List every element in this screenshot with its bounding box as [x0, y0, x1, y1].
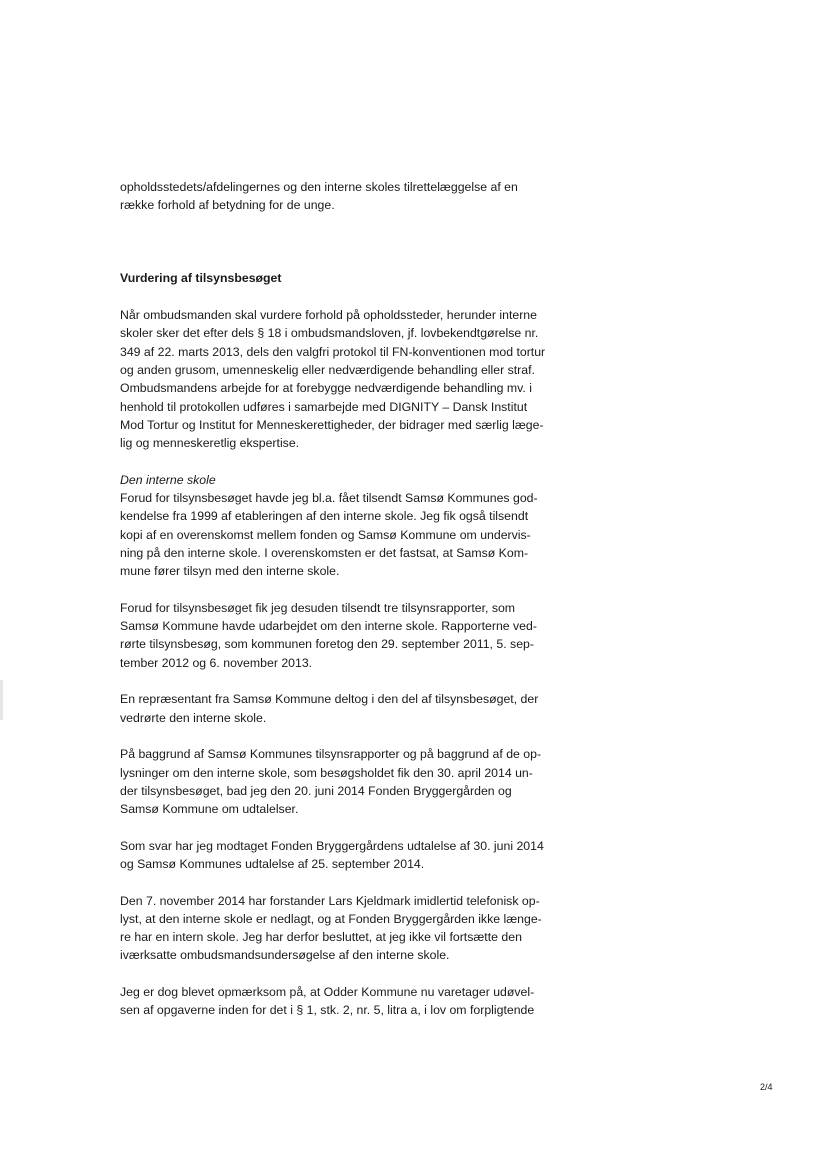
intro-paragraph: opholdsstedets/afdelingernes og den interne skoles tilrettelæggelse af en række forhold af betydning for de unge.	[120, 180, 518, 213]
statements-paragraph: På baggrund af Samsø Kommunes tilsynsrapporter og på baggrund af de op- lysninger om den interne skole, som besøgsholdet fik den 30. april 2014 un- der tilsynsbesøget, bad jeg den 20. juni 2014 Fonden Bryggergården og Samsø Kommune om udtalelser.	[120, 747, 542, 817]
legal-basis-paragraph: Når ombudsmanden skal vurdere forhold på opholdssteder, herunder interne skoler sker det efter dels § 18 i ombudsmandsloven, jf. lovbekendtgørelse nr. 349 af 22. marts 2013, dels den valgfri protokol til FN-konventionen mod tortur og anden grusom, umenneskelig eller nedværdigende behandling eller straf. Ombudsmandens arbejde for at forebygge nedværdigende behandling mv. i henhold til protokollen udføres i samarbejde med DIGNITY – Dansk Institut Mod Tortur og Institut for Menneskerettigheder, der bidrager med særlig læge- lig og menneskeretlig ekspertise.	[120, 308, 546, 451]
section-heading: Vurdering af tilsynsbesøget	[120, 271, 282, 286]
reply-paragraph: Som svar har jeg modtaget Fonden Bryggergårdens udtalelse af 30. juni 2014 og Samsø Kommunes udtalelse af 25. september 2014.	[120, 838, 544, 871]
representative-paragraph: En repræsentant fra Samsø Kommune deltog i den del af tilsynsbesøget, der vedrørte den interne skole.	[120, 692, 539, 725]
school-closed-paragraph: Den 7. november 2014 har forstander Lars Kjeldmark imidlertid telefonisk op- lyst, at den interne skole er nedlagt, og at Fonden Bryggergården ikke længe- re har en intern skole. Jeg har derfor besluttet, at jeg ikke vil fortsætte den iværksatte ombudsmandsundersøgelse af den interne skole.	[120, 893, 542, 963]
school-paragraph: Forud for tilsynsbesøget havde jeg bl.a. fået tilsendt Samsø Kommunes god- kendelse fra 1999 af etableringen af den interne skole. Jeg fik også tilsendt kopi af en overenskomst mellem fonden og Samsø Kommune om undervis- ning på den interne skole. I overenskomsten er det fastsat, at Samsø Kom- mune fører tilsyn med den interne skole.	[120, 491, 538, 579]
scan-edge-mark	[0, 680, 3, 720]
page-number: 2/4	[760, 1082, 773, 1092]
reports-paragraph: Forud for tilsynsbesøget fik jeg desuden tilsendt tre tilsynsrapporter, som Samsø Kommune havde udarbejdet om den interne skole. Rapporterne ved- rørte tilsynsbesøg, som kommunen foretog den 29. september 2011, 5. sep- tember 2012 og 6. november 2013.	[120, 600, 537, 670]
odder-paragraph: Jeg er dog blevet opmærksom på, at Odder Kommune nu varetager udøvel- sen af opgaverne inden for det i § 1, stk. 2, nr. 5, litra a, i lov om forpligtende	[120, 985, 535, 1018]
document-body	[120, 178, 590, 1020]
subsection-heading: Den interne skole	[120, 472, 216, 487]
